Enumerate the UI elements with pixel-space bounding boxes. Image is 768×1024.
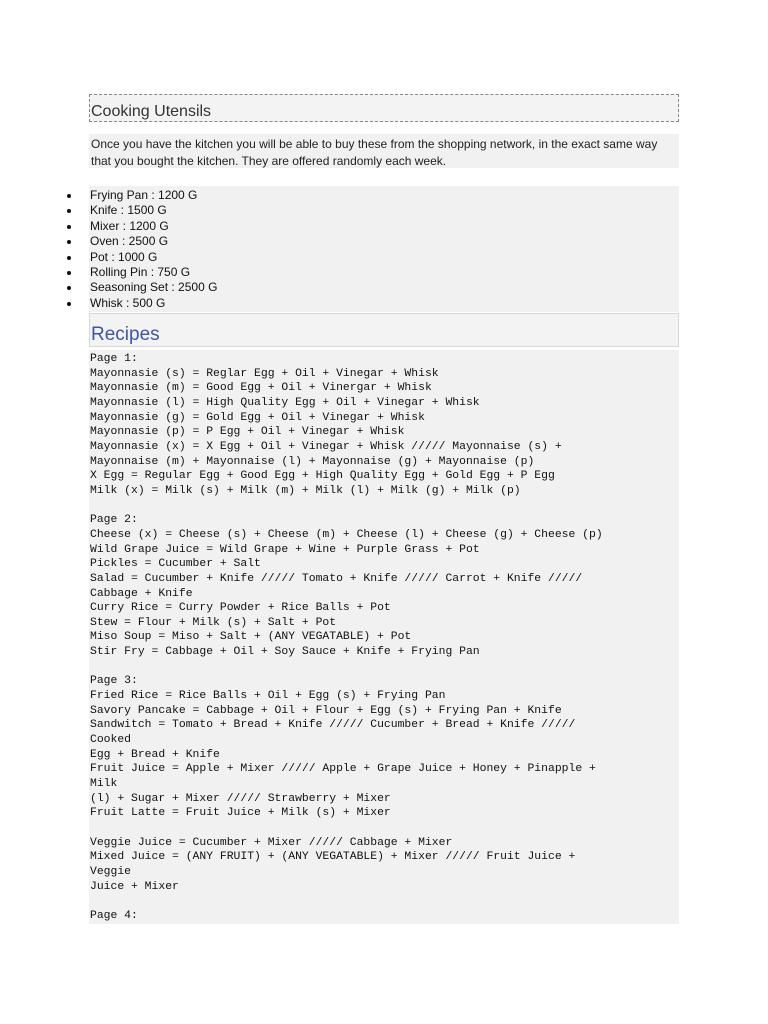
recipe-line: Page 1: [90,353,138,365]
recipe-line: Mayonnaise (m) + Mayonnaise (l) + Mayonnaise (g) + Mayonnaise (p) [90,455,535,468]
recipes-text [89,350,679,924]
list-item: Oven : 2500 G [61,234,217,249]
section-title: Cooking Utensils [91,103,212,120]
recipe-line: Cheese (x) = Cheese (s) + Cheese (m) + Cheese (l) + Cheese (g) + Cheese (p) [90,528,603,541]
recipe-line: Mayonnasie (l) = High Quality Egg + Oil + Vinegar + Whisk [90,396,480,409]
recipe-line: Page 3: [90,675,138,688]
recipe-line: Fried Rice = Rice Balls + Oil + Egg (s) + Frying Pan [90,690,446,703]
list-item: Pot : 1000 G [61,250,217,265]
recipe-line: Mayonnasie (m) = Good Egg + Oil + Vinergar + Whisk [90,382,432,395]
recipe-line: Milk [90,778,118,791]
recipe-line: Curry Rice = Curry Powder + Rice Balls + Pot [90,602,391,615]
recipe-line: Mayonnasie (s) = Reglar Egg + Oil + Vinegar + Whisk [90,367,439,380]
list-item: Rolling Pin : 750 G [61,265,217,280]
recipe-line: Juice + Mixer [90,880,179,893]
recipe-line: Mixed Juice = (ANY FRUIT) + (ANY VEGATABLE) + Mixer ///// Fruit Juice + [90,851,576,864]
recipe-line: Veggie Juice = Cucumber + Mixer ///// Cabbage + Mixer [90,836,453,849]
list-item: Whisk : 500 G [61,296,217,311]
recipes-heading: Recipes [91,324,160,345]
recipe-line: Fruit Juice = Apple + Mixer ///// Apple + Grape Juice + Honey + Pinapple + [90,763,596,776]
list-item: Knife : 1500 G [61,203,217,218]
recipe-line: Veggie [90,865,132,878]
recipe-line: (l) + Sugar + Mixer ///// Strawberry + Mixer [90,792,391,805]
section-intro: Once you have the kitchen you will be able to buy these from the shopping network, in the exact same way that you bought the kitchen. They are offered randomly each week. [89,134,679,168]
recipe-line: Mayonnasie (g) = Gold Egg + Oil + Vinegar + Whisk [90,411,425,424]
recipe-line: Milk (x) = Milk (s) + Milk (m) + Milk (l) + Milk (g) + Milk (p) [90,484,521,497]
recipe-line: Miso Soup = Miso + Salt + (ANY VEGATABLE) + Pot [90,631,412,644]
recipe-line: Fruit Latte = Fruit Juice + Milk (s) + Mixer [90,807,391,820]
recipe-line: Page 4: [90,909,138,922]
list-item: Seasoning Set : 2500 G [61,280,217,295]
list-item: Frying Pan : 1200 G [61,188,217,203]
recipe-line: Cooked [90,734,132,747]
recipe-line: Cabbage + Knife [90,587,193,600]
recipe-line: Mayonnasie (x) = X Egg + Oil + Vinegar + Whisk ///// Mayonnaise (s) + [90,440,562,453]
recipe-line: Mayonnasie (p) = P Egg + Oil + Vinegar + Whisk [90,426,405,439]
recipe-line: Savory Pancake = Cabbage + Oil + Flour + Egg (s) + Frying Pan + Knife [90,704,562,717]
recipe-line: Egg + Bread + Knife [90,748,220,761]
recipe-line: Sandwitch = Tomato + Bread + Knife ///// Cucumber + Bread + Knife ///// [90,719,576,732]
recipe-line: Wild Grape Juice = Wild Grape + Wine + Purple Grass + Pot [90,543,480,556]
recipe-line: X Egg = Regular Egg + Good Egg + High Quality Egg + Gold Egg + P Egg [90,470,555,483]
recipe-line: Pickles = Cucumber + Salt [90,558,261,571]
recipes-code-block [89,350,679,924]
section-title-box [89,94,679,122]
recipes-heading-box [89,313,679,347]
list-item: Mixer : 1200 G [61,219,217,234]
recipe-line: Salad = Cucumber + Knife ///// Tomato + Knife ///// Carrot + Knife ///// [90,572,583,585]
recipe-line: Page 2: [90,514,138,527]
recipe-line: Stew = Flour + Milk (s) + Salt + Pot [90,616,337,629]
utensil-list [61,188,217,311]
recipe-line: Stir Fry = Cabbage + Oil + Soy Sauce + Knife + Frying Pan [90,646,480,659]
